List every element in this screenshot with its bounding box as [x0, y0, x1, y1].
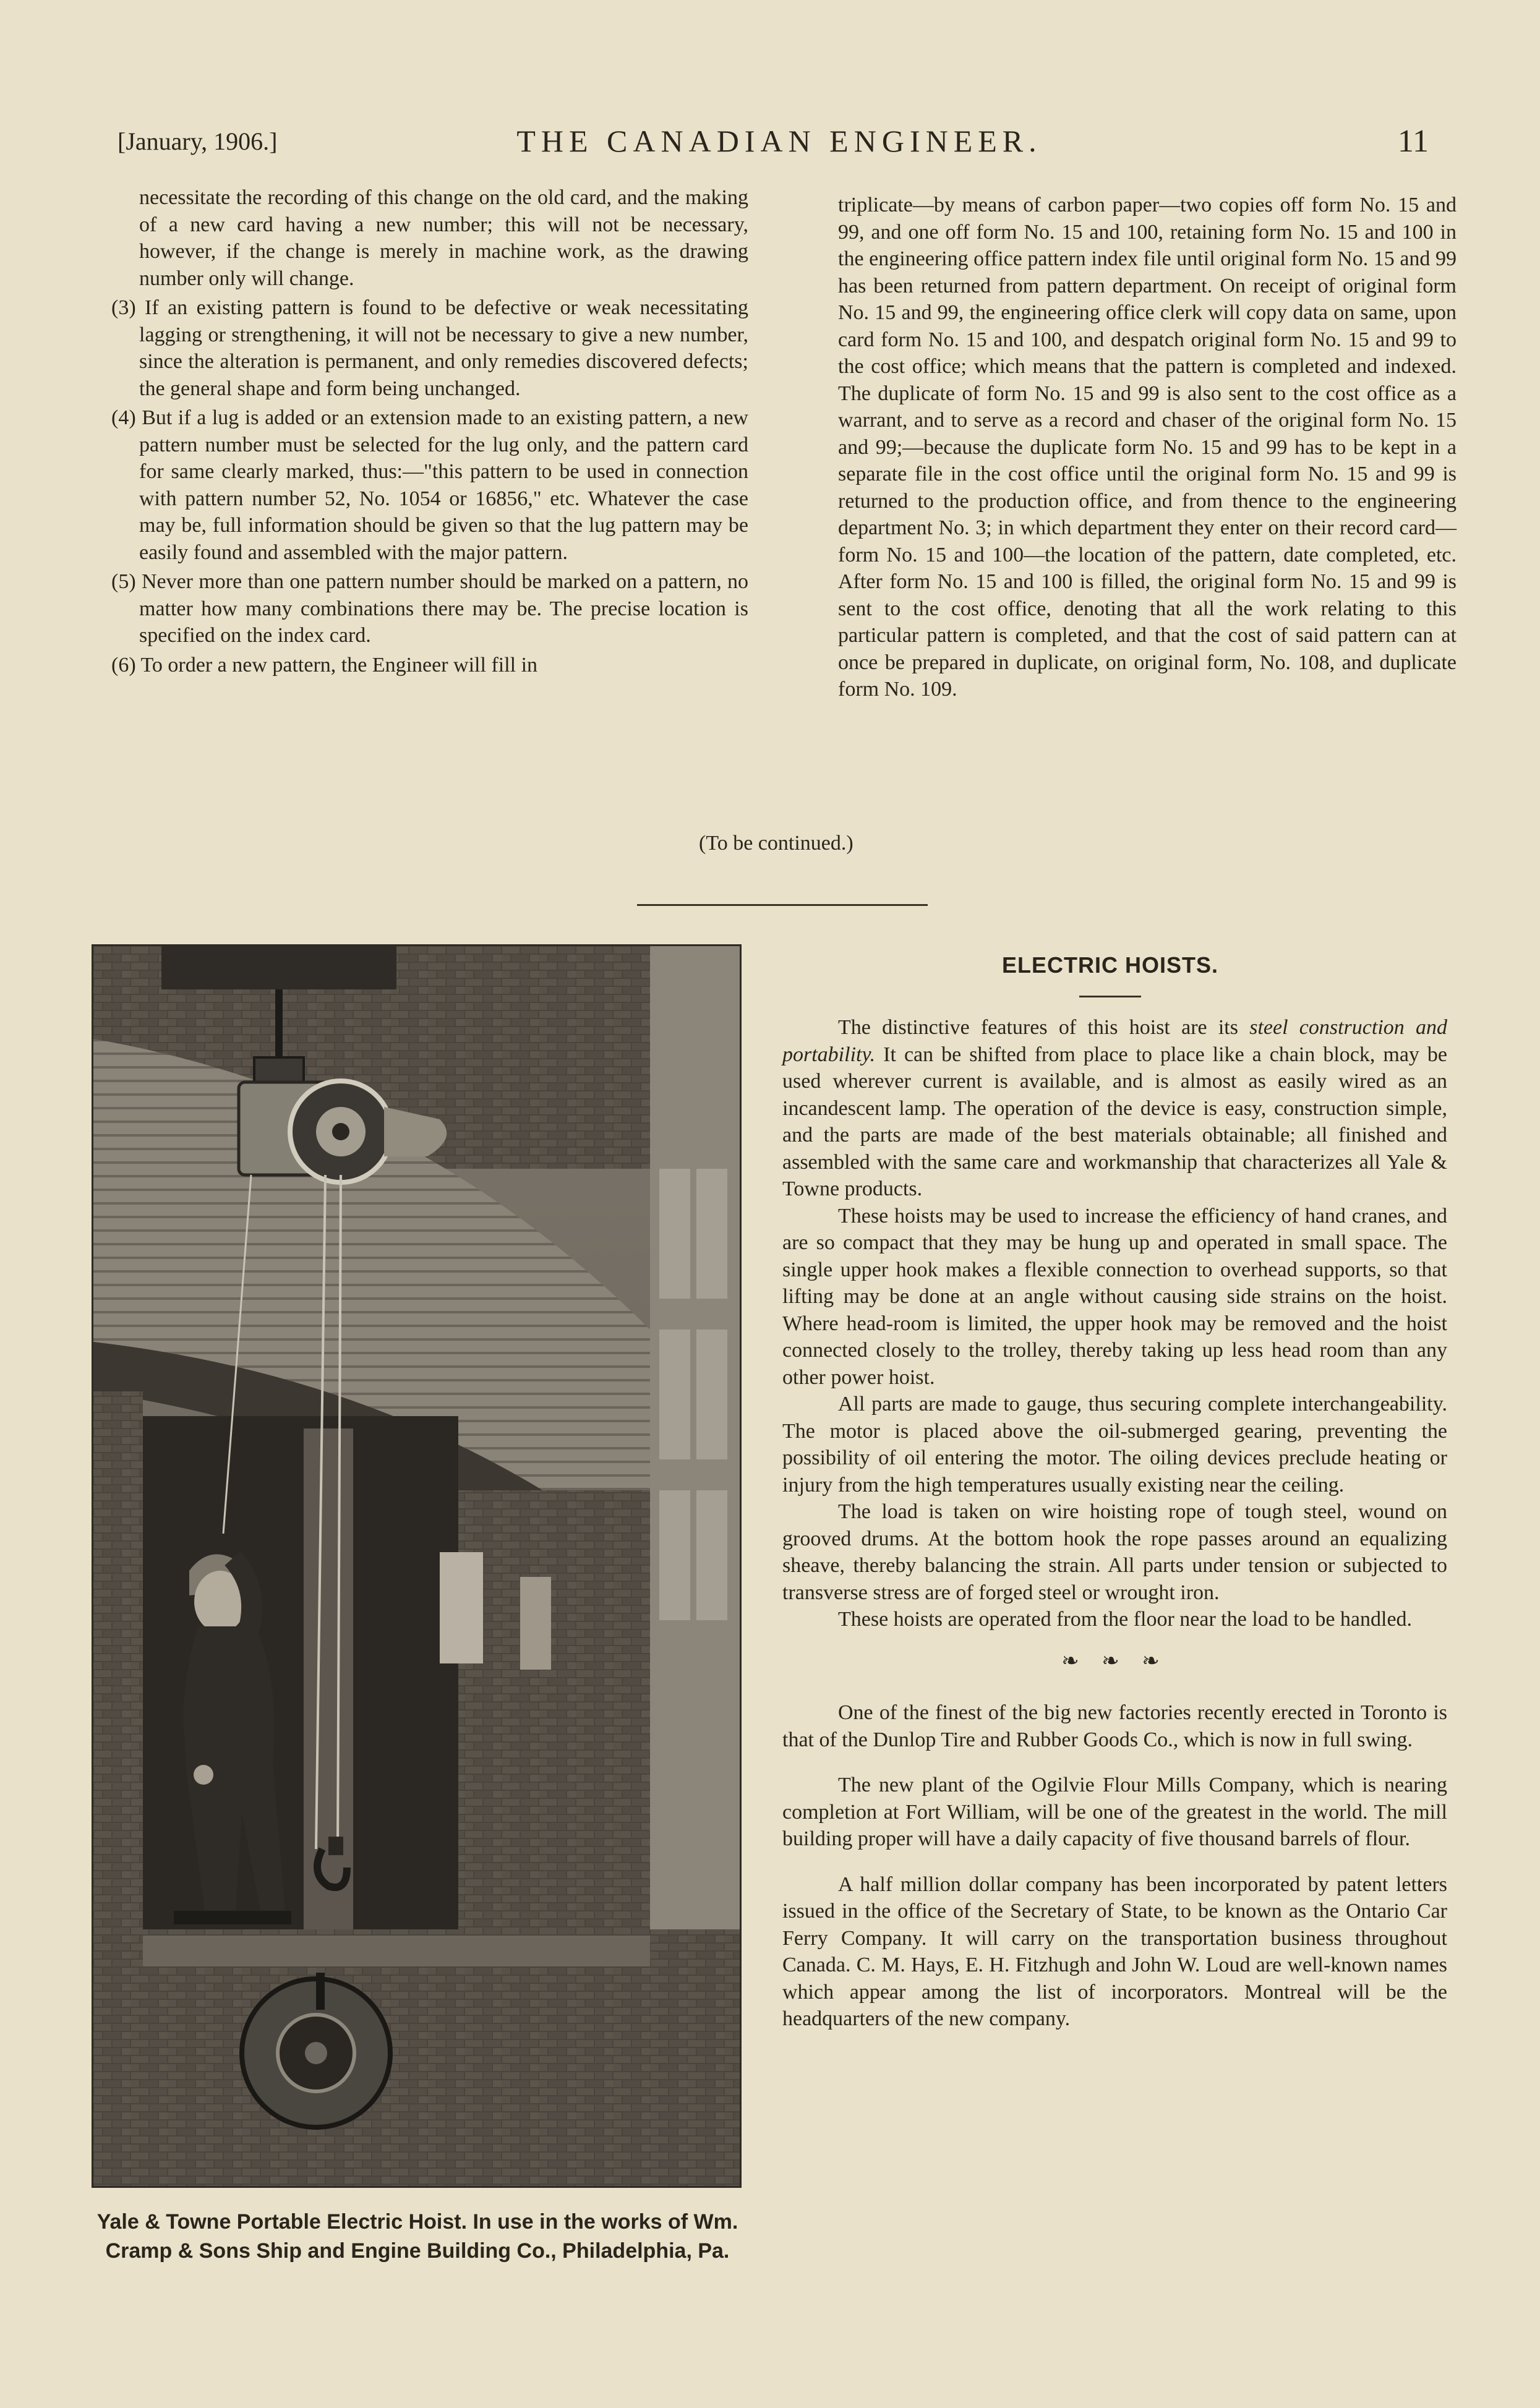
news-item: A half million dollar company has been incorporated by patent letters issued in the office of the Secretary of State, to be known as the Ontario Car Ferry Company. It will carry on the transportation business throughout Canada. C. M. Hays, E. H. Fitzhugh and John W. Loud are well-known names which appear among the list of incorporators. Montreal will be the headquarters of the new company. [782, 1872, 1447, 2030]
emphasis-phrase: steel construction and portability. [782, 1016, 1448, 1066]
paragraph-lead: The distinctive features of this hoist are its [838, 1016, 1250, 1039]
right-column-top [838, 192, 1457, 703]
page-number: 11 [1397, 124, 1429, 159]
title-rule [1079, 996, 1141, 997]
article-paragraph: All parts are made to gauge, thus securing complete interchangeability. The motor is placed above the oil-submerged gearing, preventing the possibility of oil entering the motor. The oiling devices preclude heating or injury from the high temperatures usually existing near the ceiling. [782, 1393, 1447, 1496]
news-item: One of the finest of the big new factories recently erected in Toronto is that of the Dunlop Tire and Rubber Goods Co., which is now in full swing. [782, 1701, 1447, 1751]
continued-paragraph: necessitate the recording of this change on the old card, and the making of a new card having a new number; this will not be necessary, however, if the change is merely in machine work, as the drawing number only will change. [139, 186, 748, 290]
list-item: (3) If an existing pattern is found to be defective or weak necessitating lagging or strengthening, it will not be necessary to give a new number, since the alteration is permanent, and only remedies discovered defects; the general shape and form being unchanged. [111, 296, 748, 400]
section-divider [637, 904, 928, 906]
list-item: (5) Never more than one pattern number should be marked on a pattern, no matter how many combinations there may be. The precise location is specified on the index card. [111, 570, 748, 647]
left-column-top [111, 184, 748, 678]
article-paragraph: These hoists may be used to increase the efficiency of hand cranes, and are so compact that they may be hung up and operated in small space. The single upper hook makes a flexible connection to overhead supports, so that lifting may be done at an angle without causing side strains on the hoist. Where head-room is limited, the upper hook may be removed and the hoist connected closely to the trolley, thereby taking up less head room than any other power hoist. [782, 1204, 1447, 1389]
photo-caption: Yale & Towne Portable Electric Hoist. In use in the works of Wm. Cramp & Sons Ship and Engine Building Co., Philadelphia, Pa. [96, 2210, 738, 2263]
paragraph-rest: It can be shifted from place to place like a chain block, may be used wherever current is available, and is almost as easily wired as an incandescent lamp. The operation of the device is easy, construction simple, and the parts are made of the best materials obtainable; all finished and assembled with the same care and workmanship that characterizes all Yale & Towne products. [782, 1043, 1447, 1200]
list-item: (6) To order a new pattern, the Engineer will fill in [111, 653, 538, 677]
article-paragraph: The load is taken on wire hoisting rope of tough steel, wound on grooved drums. At the bottom hook the rope passes around an equalizing sheave, thereby balancing the strain. All parts under tension or subjected to transverse stress are of forged steel or wrought iron. [782, 1500, 1447, 1604]
hoist-photo-illustration [93, 946, 740, 2186]
news-item: The new plant of the Ogilvie Flour Mills Company, which is nearing completion at Fort William, will be one of the greatest in the world. The mill building proper will have a daily capacity of five thousand barrels of flour. [782, 1774, 1447, 1850]
page-header [118, 124, 1441, 170]
article-paragraph [782, 1014, 1447, 1203]
article-paragraph: These hoists are operated from the floor near the load to be handled. [838, 1608, 1413, 1631]
article-title: ELECTRIC HOISTS. [1001, 952, 1219, 978]
continued-paragraph: triplicate—by means of carbon paper—two copies off form No. 15 and 99, and one off form No. 15 and 100, retaining form No. 15 and 100 in the engineering office pattern index file until original form No. 15 and 99 has been returned from pattern department. On receipt of original form No. 15 and 99, the engineering office clerk will copy data on same, upon card form No. 15 and 100, and despatch original form No. 15 and 99 to the cost office; which means that the pattern is completed and indexed. The duplicate of form No. 15 and 99 is also sent to the cost office as a warrant, and to serve as a record and chaser of the original form No. 15 and 99;—because the duplicate form No. 15 and 99 has to be kept in a separate file in the cost office until the original form No. 15 and 99 is returned to the production office, and from thence to the engineering department No. 3; in which department they enter on their record card—form No. 15 and 100—the location of the pattern, date completed, etc. After form No. 15 and 100 is filled, the original form No. 15 and 99 is sent to the cost office, denoting that all the work relating to this particular pattern is completed, and that the cost of said pattern can at once be prepared in duplicate, on original form, No. 108, and duplicate form No. 109. [838, 194, 1457, 701]
issue-date: [January, 1906.] [118, 127, 278, 155]
continued-note: (To be continued.) [699, 832, 853, 855]
list-item: (4) But if a lug is added or an extension made to an existing pattern, a new pattern number must be selected for the lug only, and the pattern card for same clearly marked, thus:—"this pattern to be used in connection with pattern number 52, No. 1054 or 16856," etc. Whatever the case may be, full information should be given so that the lug pattern may be easily found and assembled with the major pattern. [111, 406, 748, 564]
journal-title: THE CANADIAN ENGINEER. [516, 124, 1042, 158]
hoist-photograph [92, 944, 742, 2188]
article-body [782, 1014, 1447, 2033]
section-ornament: ❧ ❧ ❧ [1061, 1649, 1168, 1673]
